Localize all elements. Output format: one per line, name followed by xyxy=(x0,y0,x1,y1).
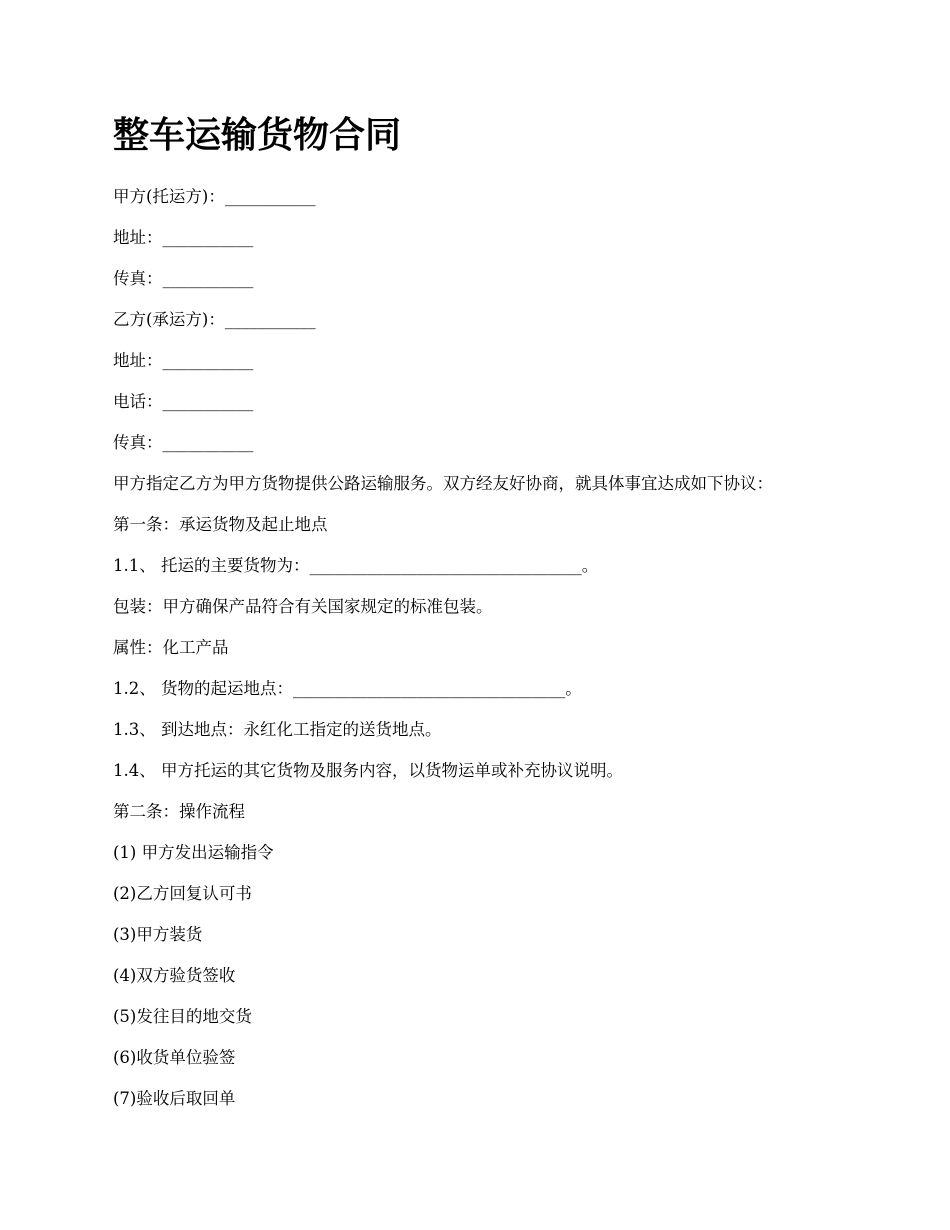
document-page xyxy=(113,110,873,1119)
document-title: 整车运输货物合同 xyxy=(113,115,402,156)
party-b-address-line: 地址：___________ xyxy=(113,351,254,370)
process-step-2: (2)乙方回复认可书 xyxy=(113,884,252,903)
packaging-line: 包装：甲方确保产品符合有关国家规定的标准包装。 xyxy=(113,597,493,616)
process-step-7: (7)验收后取回单 xyxy=(113,1089,236,1108)
process-step-5: (5)发往目的地交货 xyxy=(113,1007,252,1026)
process-step-1: (1) 甲方发出运输指令 xyxy=(113,843,274,862)
preamble-paragraph: 甲方指定乙方为甲方货物提供公路运输服务。双方经友好协商，就具体事宜达成如下协议： xyxy=(113,474,773,493)
process-step-6: (6)收货单位验签 xyxy=(113,1048,236,1067)
clause-1-2: 1.2、 货物的起运地点：_________________________________。 xyxy=(113,679,582,698)
party-b-line: 乙方(承运方)：___________ xyxy=(113,310,316,329)
article-2-heading: 第二条：操作流程 xyxy=(113,802,245,821)
party-a-fax-line: 传真：___________ xyxy=(113,269,254,288)
article-1-heading: 第一条：承运货物及起止地点 xyxy=(113,515,328,534)
process-step-4: (4)双方验货签收 xyxy=(113,966,236,985)
party-a-address-line: 地址：___________ xyxy=(113,228,254,247)
attribute-line: 属性：化工产品 xyxy=(113,638,229,657)
clause-1-4: 1.4、 甲方托运的其它货物及服务内容，以货物运单或补充协议说明。 xyxy=(113,761,623,780)
clause-1-1: 1.1、 托运的主要货物为：_________________________________。 xyxy=(113,556,599,575)
party-a-line: 甲方(托运方)：___________ xyxy=(113,187,316,206)
clause-1-3: 1.3、 到达地点：永红化工指定的送货地点。 xyxy=(113,720,442,739)
party-b-phone-line: 电话：___________ xyxy=(113,392,254,411)
party-b-fax-line: 传真：___________ xyxy=(113,433,254,452)
process-step-3: (3)甲方装货 xyxy=(113,925,203,944)
